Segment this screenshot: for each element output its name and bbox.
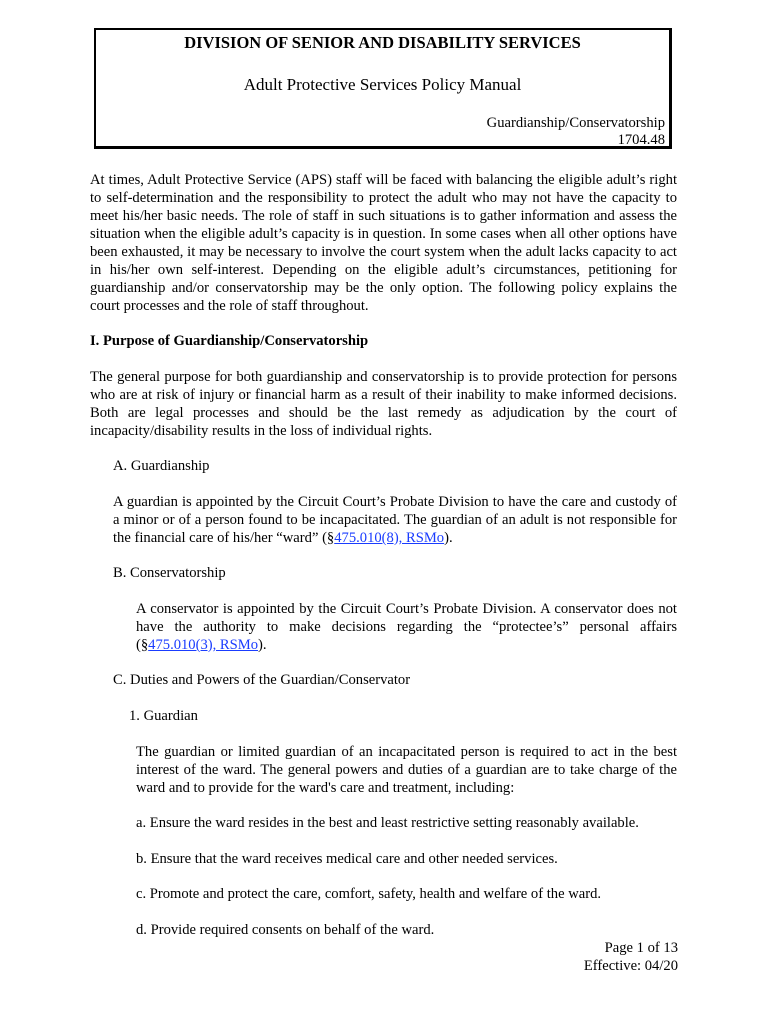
section-1-heading: I. Purpose of Guardianship/Conservatorship [90,333,369,349]
statute-link-475-010-3[interactable]: 475.010(3), RSMo [148,637,259,653]
intro-paragraph: At times, Adult Protective Service (APS) staff will be faced with balancing the eligible adult’s right to self-determination and the responsibility to protect the adult who may not have the capacity to meet his/her basic needs. The role of staff in such situations is to gather information and assess the situation when the eligible adult’s capacity is in question. In some cases when all other options have been exhausted, it may be necessary to involve the court system when the adult lacks capacity to act in his/her own self-interest. Depending on the eligible adult’s circumstances, petitioning for guardianship and/or conservatorship may be the only option. The following policy explains the court processes and the role of staff throughout. [90,172,677,314]
subsection-a-text-end: ). [444,530,453,546]
subsection-b-text: A conservator is appointed by the Circuit Court’s Probate Division. A conservator does not have the authority to make decisions regarding the “protectee’s” personal affairs (§ [136,601,677,653]
list-item: b. Ensure that the ward receives medical care and other needed services. [136,851,558,867]
section-title: Guardianship/Conservatorship [486,115,665,131]
subsection-b-body [136,600,677,654]
list-item: a. Ensure the ward resides in the best and least restrictive setting reasonably available. [136,815,639,831]
subsection-a-heading: A. Guardianship [113,458,210,474]
section-1-body: The general purpose for both guardianship and conservatorship is to provide protection for persons who are at risk of injury or financial harm as a result of their inability to make informed decisions. Both are legal processes and should be the last remedy as adjudication by the court of incapacity/disability results in the loss of individual rights. [90,369,677,439]
header-box [94,28,672,149]
subsection-c-heading: C. Duties and Powers of the Guardian/Conservator [113,672,411,688]
section-number: 1704.48 [617,132,665,148]
guardian-item-body: The guardian or limited guardian of an incapacitated person is required to act in the best interest of the ward. The general powers and duties of a guardian are to take charge of the ward and to provide for the ward's care and treatment, including: [136,744,677,796]
list-item: d. Provide required consents on behalf of the ward. [136,922,435,938]
subsection-b-heading: B. Conservatorship [113,565,226,581]
subsection-a-body [113,493,677,547]
statute-link-475-010-8[interactable]: 475.010(8), RSMo [334,530,445,546]
section-info [487,115,665,149]
guardian-item-heading: 1. Guardian [129,708,198,724]
page-number: Page 1 of 13 [604,940,678,956]
manual-title: Adult Protective Services Policy Manual [243,75,522,94]
effective-date: Effective: 04/20 [583,958,678,974]
list-item: c. Promote and protect the care, comfort, safety, health and welfare of the ward. [136,886,602,902]
subsection-a-text: A guardian is appointed by the Circuit Court’s Probate Division to have the care and custody of a minor or of a person found to be incapacitated. The guardian of an adult is not responsible for the financial care of his/her “ward” (§ [113,494,677,546]
division-title: DIVISION OF SENIOR AND DISABILITY SERVICES [184,33,581,52]
subsection-b-text-end: ). [258,637,267,653]
